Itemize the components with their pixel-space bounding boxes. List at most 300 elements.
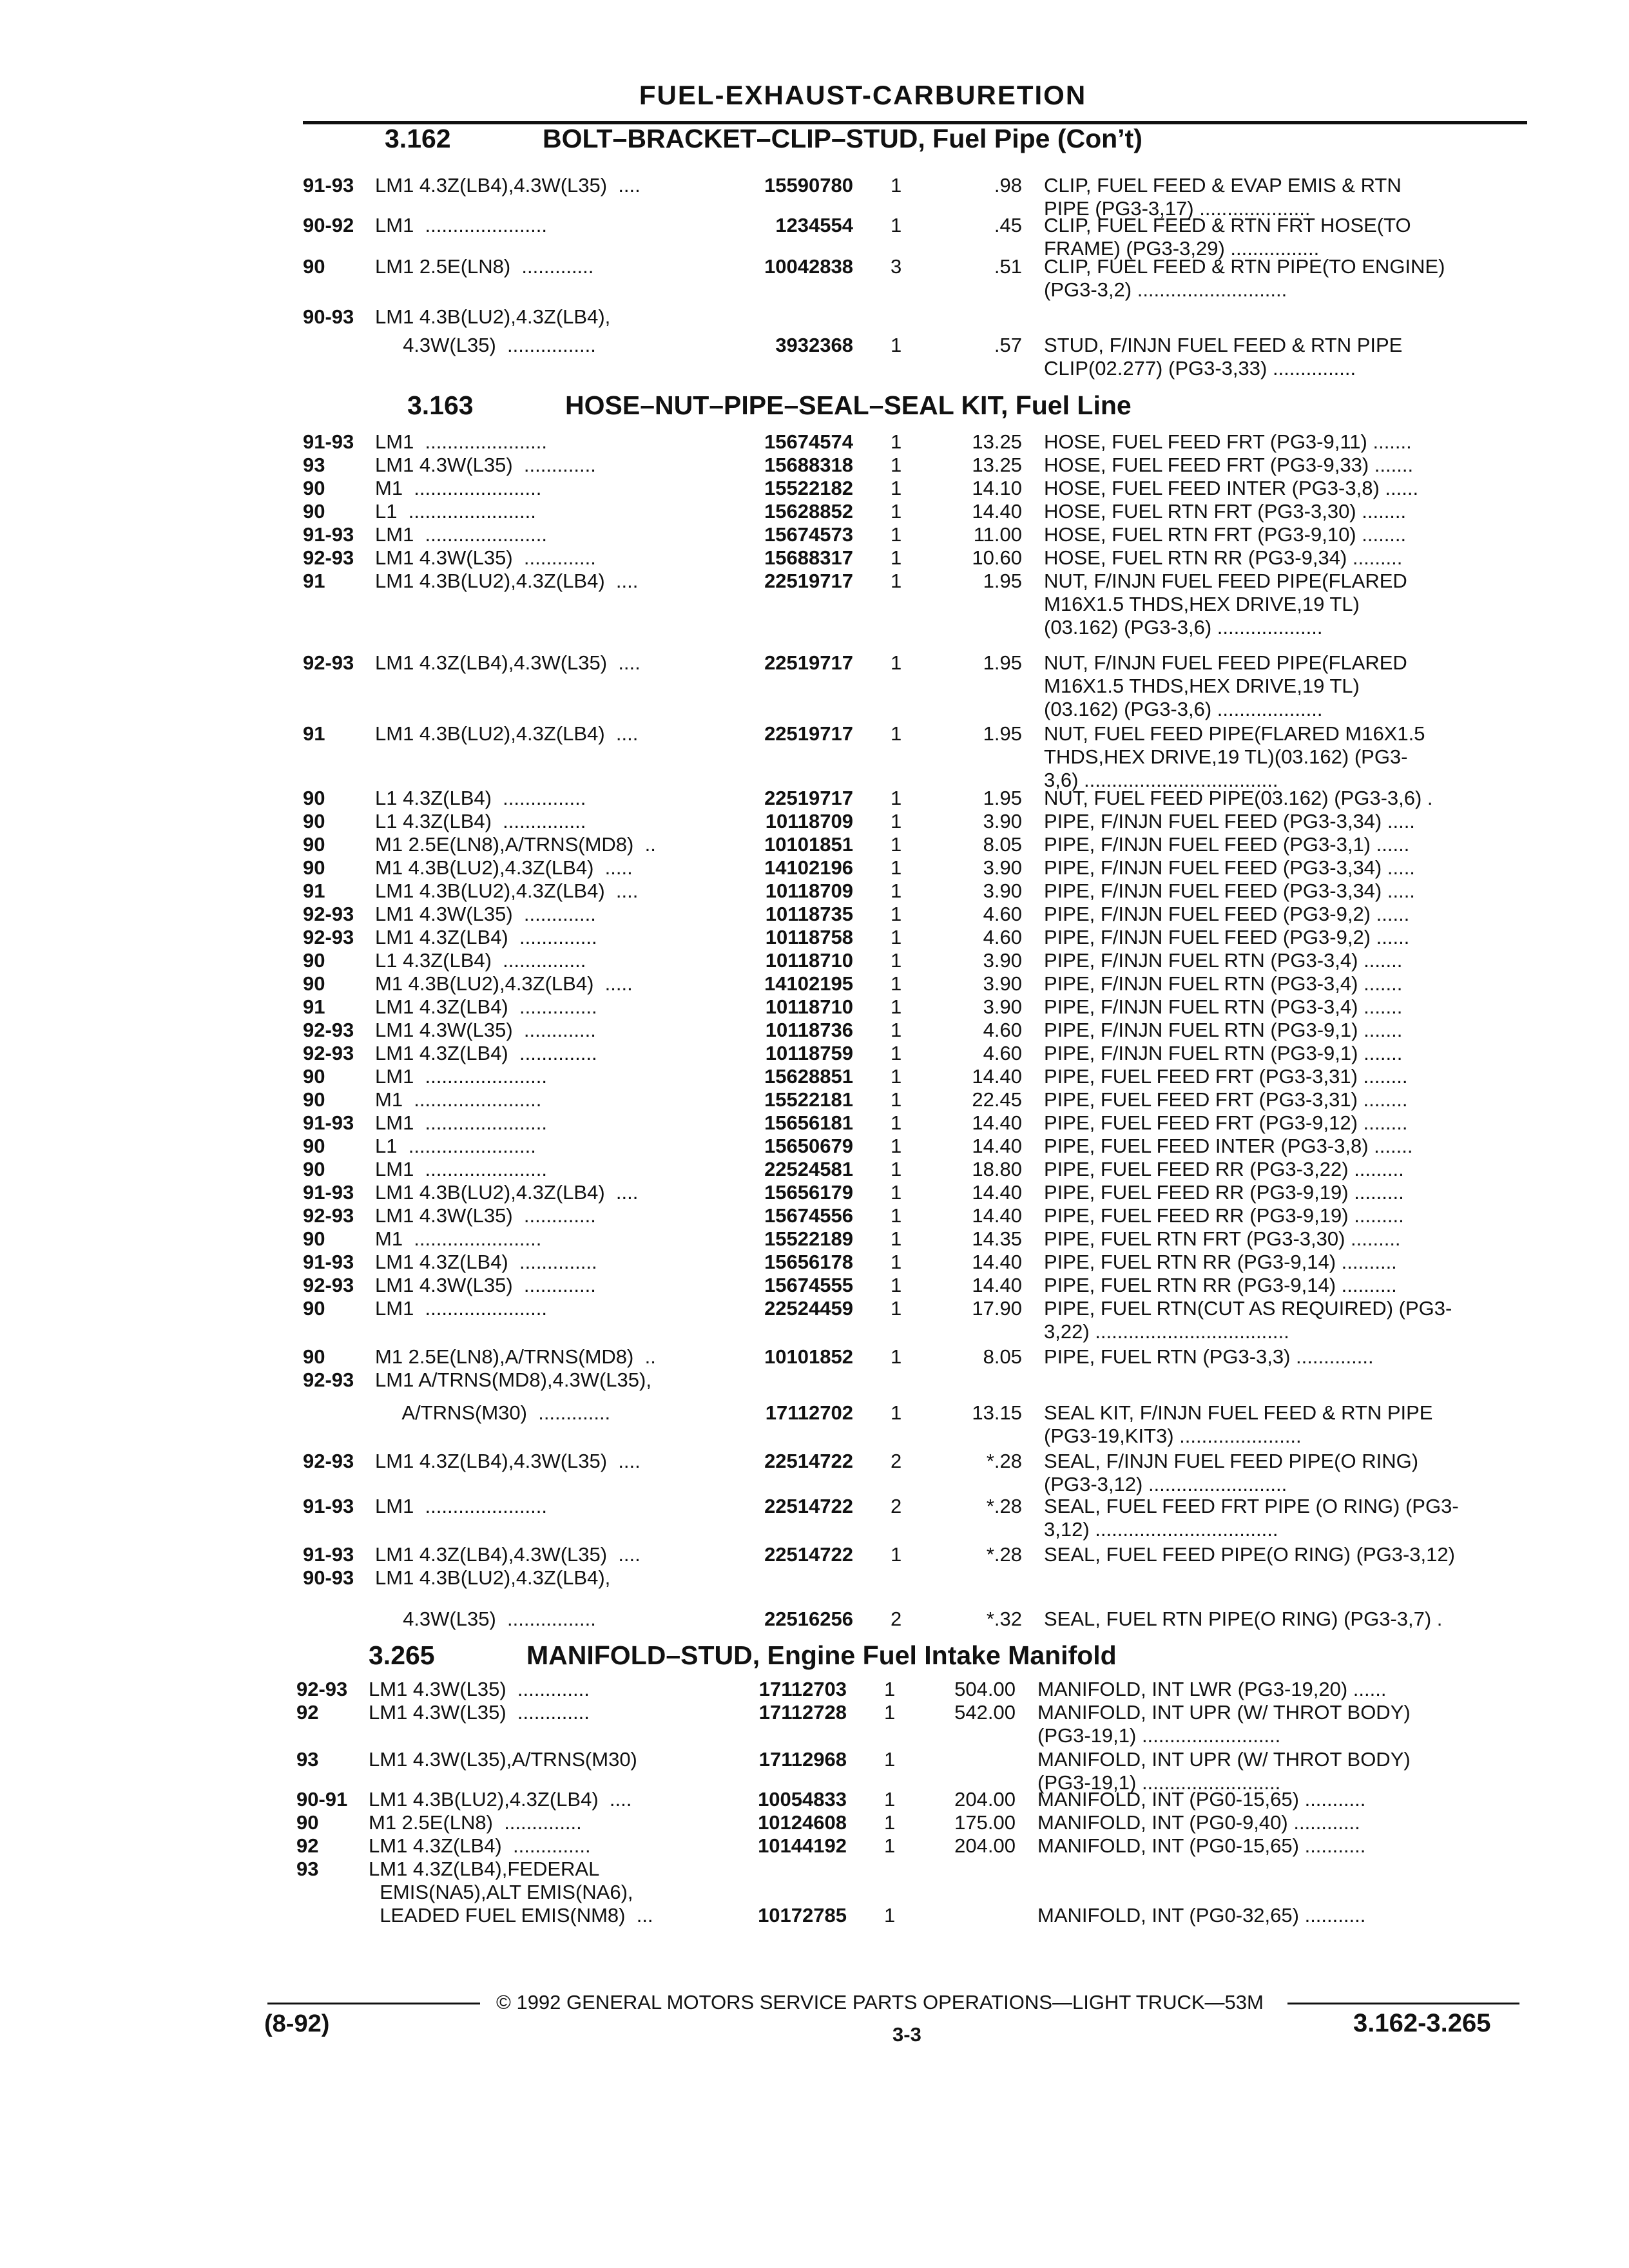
application: L1 4.3Z(LB4) ............... [375, 787, 586, 809]
application: LM1 4.3B(LU2),4.3Z(LB4), [375, 1566, 611, 1589]
application: L1 4.3Z(LB4) ............... [375, 949, 586, 972]
description [1044, 879, 1521, 903]
description [1044, 1111, 1521, 1135]
footer-section-range: 3.162-3.265 [1353, 2009, 1491, 2037]
price: 14.40 [972, 1181, 1022, 1204]
quantity: 1 [884, 1748, 896, 1771]
price: *.28 [986, 1543, 1022, 1566]
application: EMIS(NA5),ALT EMIS(NA6), [369, 1881, 633, 1903]
application: LM1 ...................... [375, 430, 548, 453]
description [1044, 546, 1521, 570]
description-line: 3,6) ................................... [1044, 769, 1278, 791]
model-years: 91-93 [303, 1181, 354, 1204]
model-years: 90 [296, 1811, 319, 1834]
description [1044, 1345, 1521, 1369]
part-number: 10118759 [765, 1042, 853, 1064]
quantity: 1 [891, 1019, 902, 1041]
application: A/TRNS(M30) ............. [375, 1401, 611, 1424]
quantity: 1 [891, 1065, 902, 1088]
model-years: 91 [303, 722, 325, 745]
model-years: 93 [296, 1858, 319, 1880]
description-line: FRAME) (PG3-3,29) ................ [1044, 237, 1320, 260]
quantity: 1 [891, 1181, 902, 1204]
model-years: 92-93 [303, 1450, 354, 1472]
application: M1 2.5E(LN8) .............. [369, 1811, 582, 1834]
description-line: PIPE, FUEL RTN(CUT AS REQUIRED) (PG3- [1044, 1297, 1452, 1320]
quantity: 1 [891, 903, 902, 925]
quantity: 1 [884, 1904, 896, 1927]
part-number: 17112968 [758, 1748, 847, 1771]
description [1044, 903, 1521, 926]
quantity: 1 [891, 454, 902, 476]
application: M1 4.3B(LU2),4.3Z(LB4) ..... [375, 972, 633, 995]
model-years: 93 [303, 454, 325, 476]
application: 4.3W(L35) ................ [375, 334, 596, 356]
price: *.32 [986, 1608, 1022, 1630]
quantity: 1 [891, 833, 902, 856]
description-line: MANIFOLD, INT UPR (W/ THROT BODY) [1037, 1748, 1411, 1771]
description-line: CLIP, FUEL FEED & RTN FRT HOSE(TO [1044, 214, 1411, 236]
part-number: 14102195 [764, 972, 853, 995]
description [1037, 1834, 1514, 1858]
description-line: HOSE, FUEL RTN FRT (PG3-9,10) ........ [1044, 523, 1407, 546]
application: LM1 4.3W(L35),A/TRNS(M30) [369, 1748, 637, 1771]
model-years: 90-92 [303, 214, 354, 236]
price: 14.40 [972, 1111, 1022, 1134]
quantity: 1 [891, 1204, 902, 1227]
description [1044, 1297, 1521, 1343]
part-number: 10118710 [765, 995, 853, 1018]
description-line: PIPE, F/INJN FUEL FEED (PG3-3,34) ..... [1044, 856, 1415, 879]
model-years: 91 [303, 879, 325, 902]
quantity: 1 [891, 1158, 902, 1180]
model-years: 90-93 [303, 305, 354, 328]
part-number: 17112728 [758, 1701, 847, 1724]
quantity: 1 [891, 500, 902, 523]
quantity: 1 [891, 1297, 902, 1320]
price: 22.45 [972, 1088, 1022, 1111]
model-years: 91-93 [303, 1495, 354, 1517]
section-heading: HOSE–NUT–PIPE–SEAL–SEAL KIT, Fuel Line [565, 390, 1132, 420]
description [1044, 334, 1521, 380]
description-line: CLIP(02.277) (PG3-3,33) ............... [1044, 357, 1356, 380]
description-line: PIPE, FUEL FEED FRT (PG3-9,12) ........ [1044, 1111, 1408, 1134]
section-title [385, 124, 1142, 154]
quantity: 1 [891, 570, 902, 592]
description [1044, 1065, 1521, 1088]
price: 14.40 [972, 1204, 1022, 1227]
description [1044, 810, 1521, 833]
part-number: 22519717 [764, 722, 853, 745]
description-line: STUD, F/INJN FUEL FEED & RTN PIPE [1044, 334, 1403, 356]
description [1044, 1608, 1521, 1631]
part-number: 17112702 [765, 1401, 853, 1424]
price: 1.95 [983, 787, 1022, 809]
description-line: CLIP, FUEL FEED & EVAP EMIS & RTN [1044, 174, 1402, 197]
part-number: 22519717 [764, 787, 853, 809]
price: 14.10 [972, 477, 1022, 499]
model-years: 90-93 [303, 1566, 354, 1589]
quantity: 1 [891, 651, 902, 674]
application: LM1 ...................... [375, 214, 548, 236]
model-years: 91 [303, 570, 325, 592]
application: LM1 4.3Z(LB4) .............. [375, 1042, 597, 1064]
model-years: 92-93 [303, 1204, 354, 1227]
quantity: 1 [891, 879, 902, 902]
quantity: 1 [891, 1042, 902, 1064]
price: 4.60 [983, 926, 1022, 948]
description [1044, 570, 1521, 639]
model-years: 92-93 [303, 903, 354, 925]
part-number: 15674555 [764, 1274, 853, 1296]
part-number: 10054833 [758, 1788, 847, 1811]
footer-date-code: (8-92) [264, 2010, 330, 2037]
model-years: 90 [303, 810, 325, 832]
description-line: PIPE, FUEL RTN RR (PG3-9,14) .......... [1044, 1274, 1397, 1296]
price: 10.60 [972, 546, 1022, 569]
model-years: 90 [303, 1345, 325, 1368]
description-line: HOSE, FUEL FEED FRT (PG3-9,11) ....... [1044, 430, 1412, 453]
section-number: 3.163 [407, 390, 474, 420]
model-years: 90 [303, 972, 325, 995]
quantity: 1 [884, 1811, 896, 1834]
description-line: MANIFOLD, INT (PG0-9,40) ............ [1037, 1811, 1360, 1834]
part-number: 15688318 [764, 454, 853, 476]
part-number: 22519717 [764, 570, 853, 592]
application: M1 2.5E(LN8),A/TRNS(MD8) .. [375, 833, 656, 856]
price: 204.00 [954, 1834, 1016, 1857]
model-years: 90 [303, 949, 325, 972]
description-line: PIPE, FUEL FEED RR (PG3-9,19) ......... [1044, 1181, 1404, 1204]
description-line: PIPE, F/INJN FUEL RTN (PG3-9,1) ....... [1044, 1019, 1403, 1041]
quantity: 1 [884, 1701, 896, 1724]
model-years: 92-93 [303, 1042, 354, 1064]
part-number: 10124608 [758, 1811, 847, 1834]
part-number: 15522182 [764, 477, 853, 499]
part-number: 14102196 [764, 856, 853, 879]
part-number: 10118758 [765, 926, 853, 948]
model-years: 90 [303, 1227, 325, 1250]
description-line: PIPE, FUEL FEED RR (PG3-3,22) ......... [1044, 1158, 1404, 1180]
part-number: 10118709 [765, 879, 853, 902]
quantity: 1 [891, 995, 902, 1018]
part-number: 15628852 [764, 500, 853, 523]
price: 17.90 [972, 1297, 1022, 1320]
application: LM1 4.3W(L35) ............. [369, 1701, 590, 1724]
quantity: 1 [891, 1088, 902, 1111]
description-line: PIPE, F/INJN FUEL RTN (PG3-3,4) ....... [1044, 995, 1403, 1018]
description-line: HOSE, FUEL FEED INTER (PG3-3,8) ...... [1044, 477, 1419, 499]
quantity: 1 [891, 546, 902, 569]
part-number: 3932368 [775, 334, 853, 356]
application: LM1 4.3W(L35) ............. [375, 546, 596, 569]
model-years: 93 [296, 1748, 319, 1771]
header-title: FUEL-EXHAUST-CARBURETION [639, 80, 1087, 110]
application: LM1 ...................... [375, 1297, 548, 1320]
application: LM1 4.3Z(LB4),FEDERAL [369, 1858, 600, 1880]
description-line: NUT, F/INJN FUEL FEED PIPE(FLARED [1044, 570, 1407, 592]
model-years: 90 [303, 856, 325, 879]
model-years: 92-93 [303, 1019, 354, 1041]
model-years: 90 [303, 1297, 325, 1320]
section-heading: BOLT–BRACKET–CLIP–STUD, Fuel Pipe (Con’t) [543, 124, 1142, 153]
price: 13.25 [972, 430, 1022, 453]
quantity: 1 [891, 722, 902, 745]
model-years: 92 [296, 1834, 319, 1857]
description [1044, 856, 1521, 879]
description-line: PIPE, FUEL RTN (PG3-3,3) .............. [1044, 1345, 1374, 1368]
price: 542.00 [954, 1701, 1016, 1724]
footer-page-number: 3-3 [892, 2023, 921, 2046]
price: 13.15 [972, 1401, 1022, 1424]
application: LM1 4.3Z(LB4),4.3W(L35) .... [375, 174, 641, 197]
description [1044, 833, 1521, 856]
price: 3.90 [983, 810, 1022, 832]
description [1044, 1495, 1521, 1541]
part-number: 10101852 [764, 1345, 853, 1368]
description [1044, 500, 1521, 523]
quantity: 1 [891, 214, 902, 236]
part-number: 10118710 [765, 949, 853, 972]
price: .57 [994, 334, 1022, 356]
application: LM1 4.3W(L35) ............. [375, 1019, 596, 1041]
price: *.28 [986, 1450, 1022, 1472]
footer-rule-left [267, 2003, 480, 2004]
description-line: SEAL KIT, F/INJN FUEL FEED & RTN PIPE [1044, 1401, 1433, 1424]
description-line: PIPE, FUEL FEED INTER (PG3-3,8) ....... [1044, 1135, 1413, 1157]
application: LM1 2.5E(LN8) ............. [375, 255, 594, 278]
price: 504.00 [954, 1678, 1016, 1700]
model-years: 91-93 [303, 523, 354, 546]
part-number: 10172785 [758, 1904, 847, 1927]
quantity: 1 [891, 949, 902, 972]
part-number: 10101851 [764, 833, 853, 856]
price: 8.05 [983, 833, 1022, 856]
application: LM1 4.3W(L35) ............. [375, 1274, 596, 1296]
application: LM1 4.3B(LU2),4.3Z(LB4) .... [375, 1181, 639, 1204]
part-number: 22519717 [764, 651, 853, 674]
description-line: PIPE, FUEL FEED FRT (PG3-3,31) ........ [1044, 1088, 1408, 1111]
application: L1 4.3Z(LB4) ............... [375, 810, 586, 832]
model-years: 92-93 [303, 651, 354, 674]
model-years: 91 [303, 995, 325, 1018]
description [1044, 454, 1521, 477]
description-line: PIPE, F/INJN FUEL RTN (PG3-3,4) ....... [1044, 949, 1403, 972]
description-line: NUT, FUEL FEED PIPE(FLARED M16X1.5 [1044, 722, 1425, 745]
description-line: PIPE, FUEL FEED RR (PG3-9,19) ......... [1044, 1204, 1404, 1227]
application: LM1 4.3Z(LB4) .............. [375, 1251, 597, 1273]
application: LM1 4.3W(L35) ............. [375, 903, 596, 925]
model-years: 90 [303, 787, 325, 809]
application: LM1 ...................... [375, 1158, 548, 1180]
part-number: 22514722 [764, 1450, 853, 1472]
model-years: 92 [296, 1701, 319, 1724]
description-line: (PG3-3,2) ........................... [1044, 278, 1287, 301]
part-number: 15656179 [764, 1181, 853, 1204]
price: 4.60 [983, 1042, 1022, 1064]
application: LM1 4.3W(L35) ............. [369, 1678, 590, 1700]
description-line: HOSE, FUEL RTN FRT (PG3-3,30) ........ [1044, 500, 1407, 523]
price: 3.90 [983, 879, 1022, 902]
quantity: 1 [884, 1788, 896, 1811]
description-line: MANIFOLD, INT UPR (W/ THROT BODY) [1037, 1701, 1411, 1724]
model-years: 91-93 [303, 1251, 354, 1273]
quantity: 1 [884, 1834, 896, 1857]
quantity: 2 [891, 1608, 902, 1630]
quantity: 1 [891, 856, 902, 879]
part-number: 22516256 [764, 1608, 853, 1630]
model-years: 90 [303, 1158, 325, 1180]
model-years: 91-93 [303, 1543, 354, 1566]
quantity: 1 [891, 972, 902, 995]
model-years: 92-93 [303, 1274, 354, 1296]
description-line: THDS,HEX DRIVE,19 TL)(03.162) (PG3- [1044, 745, 1408, 768]
description [1044, 523, 1521, 546]
application: LM1 4.3B(LU2),4.3Z(LB4) .... [375, 570, 639, 592]
quantity: 1 [891, 334, 902, 356]
footer-rule-right [1287, 2003, 1519, 2004]
part-number: 15656178 [764, 1251, 853, 1273]
description-line: SEAL, FUEL RTN PIPE(O RING) (PG3-3,7) . [1044, 1608, 1443, 1630]
model-years: 91-93 [303, 430, 354, 453]
model-years: 91-93 [303, 1111, 354, 1134]
quantity: 1 [891, 926, 902, 948]
description [1044, 1088, 1521, 1111]
description-line: PIPE (PG3-3,17) .................... [1044, 197, 1311, 220]
quantity: 1 [891, 1274, 902, 1296]
price: 14.40 [972, 500, 1022, 523]
quantity: 2 [891, 1450, 902, 1472]
description-line: PIPE, F/INJN FUEL FEED (PG3-3,34) ..... [1044, 810, 1415, 832]
description-line: SEAL, FUEL FEED PIPE(O RING) (PG3-3,12) [1044, 1543, 1455, 1566]
part-number: 22514722 [764, 1495, 853, 1517]
application: LM1 4.3B(LU2),4.3Z(LB4) .... [375, 722, 639, 745]
part-number: 15590780 [764, 174, 853, 197]
part-number: 15674574 [764, 430, 853, 453]
description [1044, 926, 1521, 949]
description-line: PIPE, F/INJN FUEL FEED (PG3-3,1) ...... [1044, 833, 1410, 856]
description [1044, 1181, 1521, 1204]
model-years: 91-93 [303, 174, 354, 197]
part-number: 15674573 [764, 523, 853, 546]
quantity: 1 [891, 1135, 902, 1157]
description [1044, 1251, 1521, 1274]
description [1044, 1401, 1521, 1448]
description [1037, 1678, 1514, 1701]
price: 4.60 [983, 903, 1022, 925]
description-line: NUT, F/INJN FUEL FEED PIPE(FLARED [1044, 651, 1407, 674]
model-years: 90 [303, 477, 325, 499]
price: 3.90 [983, 949, 1022, 972]
description-line: M16X1.5 THDS,HEX DRIVE,19 TL) [1044, 675, 1360, 697]
description-line: (PG3-19,1) ......................... [1037, 1771, 1281, 1794]
application: LM1 4.3B(LU2),4.3Z(LB4) .... [375, 879, 639, 902]
description [1044, 255, 1521, 302]
part-number: 22524459 [764, 1297, 853, 1320]
quantity: 1 [891, 787, 902, 809]
quantity: 1 [891, 477, 902, 499]
quantity: 2 [891, 1495, 902, 1517]
model-years: 90 [303, 1135, 325, 1157]
part-number: 15656181 [764, 1111, 853, 1134]
application: LM1 4.3Z(LB4),4.3W(L35) .... [375, 651, 641, 674]
description [1044, 1204, 1521, 1227]
description-line: NUT, FUEL FEED PIPE(03.162) (PG3-3,6) . [1044, 787, 1433, 809]
description-line: CLIP, FUEL FEED & RTN PIPE(TO ENGINE) [1044, 255, 1445, 278]
application: M1 ....................... [375, 477, 542, 499]
description [1044, 651, 1521, 721]
description-line: HOSE, FUEL RTN RR (PG3-9,34) ......... [1044, 546, 1403, 569]
application: L1 ....................... [375, 1135, 536, 1157]
description [1044, 972, 1521, 995]
description-line: PIPE, FUEL FEED FRT (PG3-3,31) ........ [1044, 1065, 1408, 1088]
application: LM1 4.3Z(LB4),4.3W(L35) .... [375, 1543, 641, 1566]
description-line: PIPE, F/INJN FUEL FEED (PG3-9,2) ...... [1044, 903, 1410, 925]
part-number: 17112703 [758, 1678, 847, 1700]
quantity: 1 [891, 430, 902, 453]
price: 8.05 [983, 1345, 1022, 1368]
application: LM1 ...................... [375, 1065, 548, 1088]
description [1044, 477, 1521, 500]
section-title [407, 390, 1132, 421]
description-line: (PG3-19,KIT3) ...................... [1044, 1425, 1302, 1447]
part-number: 15688317 [764, 546, 853, 569]
model-years: 92-93 [303, 926, 354, 948]
part-number: 10118735 [765, 903, 853, 925]
part-number: 15522181 [764, 1088, 853, 1111]
part-number: 15674556 [764, 1204, 853, 1227]
price: 204.00 [954, 1788, 1016, 1811]
quantity: 1 [891, 1345, 902, 1368]
price: 175.00 [954, 1811, 1016, 1834]
part-number: 22514722 [764, 1543, 853, 1566]
price: 1.95 [983, 722, 1022, 745]
price: 14.40 [972, 1065, 1022, 1088]
description-line: MANIFOLD, INT (PG0-32,65) ........... [1037, 1904, 1366, 1927]
part-number: 15628851 [764, 1065, 853, 1088]
quantity: 1 [891, 523, 902, 546]
description [1044, 1158, 1521, 1181]
price: 13.25 [972, 454, 1022, 476]
description-line: 3,12) ................................. [1044, 1518, 1278, 1541]
quantity: 1 [891, 1251, 902, 1273]
description [1037, 1904, 1514, 1927]
description [1044, 995, 1521, 1019]
price: 11.00 [973, 523, 1022, 546]
description-line: (PG3-3,12) ......................... [1044, 1473, 1287, 1495]
price: .98 [994, 174, 1022, 197]
description-line: (03.162) (PG3-3,6) ................... [1044, 698, 1323, 720]
part-number: 10118709 [765, 810, 853, 832]
part-number: 15650679 [764, 1135, 853, 1157]
part-number: 22524581 [764, 1158, 853, 1180]
model-years: 92-93 [296, 1678, 348, 1700]
section-heading: MANIFOLD–STUD, Engine Fuel Intake Manifold [526, 1640, 1117, 1670]
application: LM1 4.3Z(LB4) .............. [375, 926, 597, 948]
description [1044, 1135, 1521, 1158]
price: 3.90 [983, 995, 1022, 1018]
quantity: 1 [891, 174, 902, 197]
description [1044, 1543, 1521, 1566]
description [1044, 787, 1521, 810]
description-line: M16X1.5 THDS,HEX DRIVE,19 TL) [1044, 593, 1360, 615]
section-number: 3.162 [385, 124, 451, 153]
part-number: 15522189 [764, 1227, 853, 1250]
footer-copyright: © 1992 GENERAL MOTORS SERVICE PARTS OPERATIONS—LIGHT TRUCK—53M [496, 1991, 1264, 2013]
price: 18.80 [972, 1158, 1022, 1180]
price: 14.40 [972, 1274, 1022, 1296]
application: LM1 4.3W(L35) ............. [375, 454, 596, 476]
